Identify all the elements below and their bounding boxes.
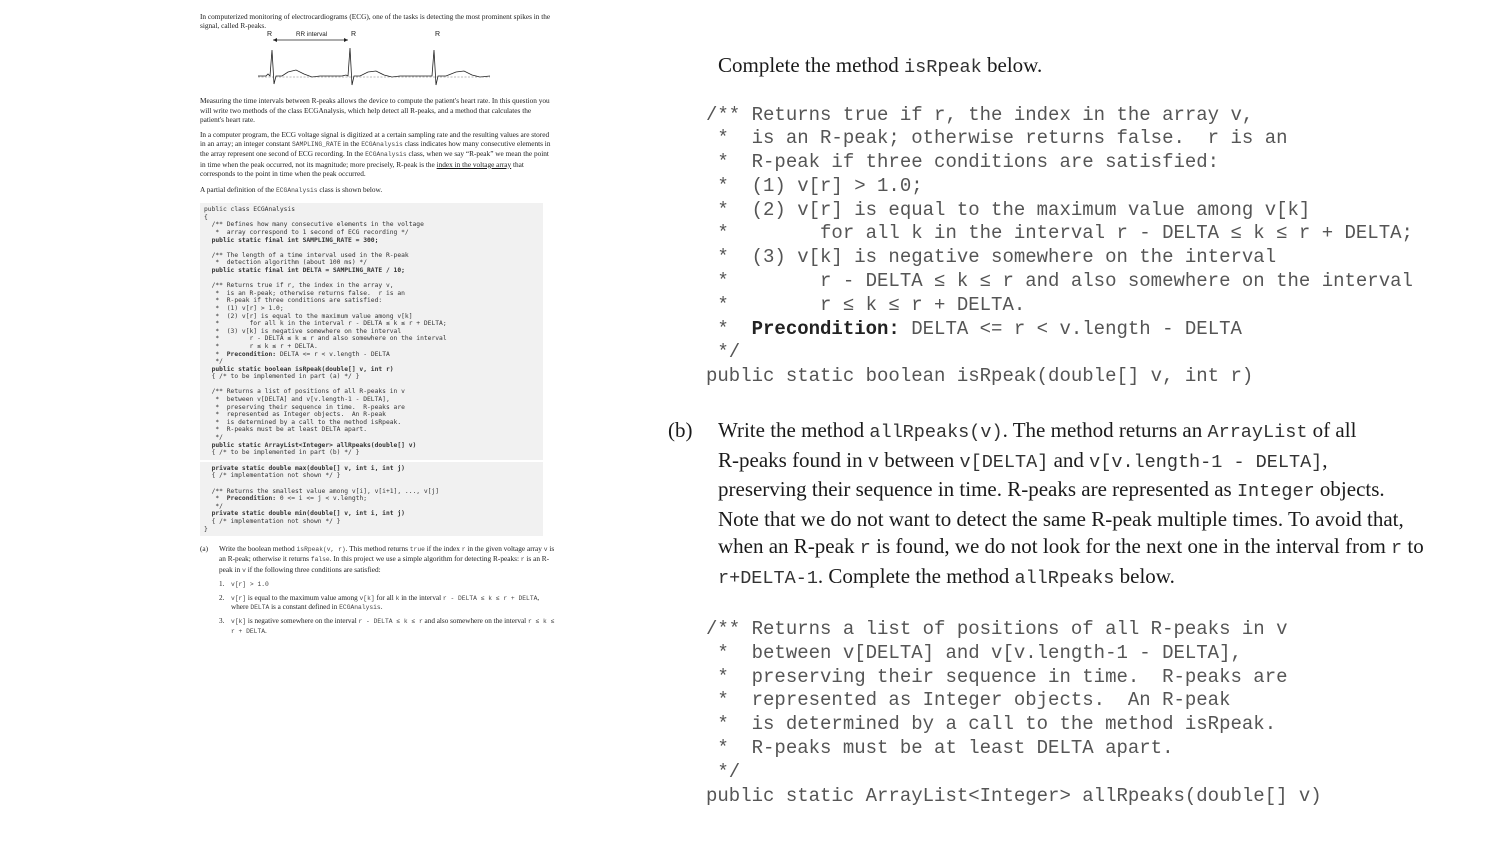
figure-label-r2: R <box>351 31 357 39</box>
left-page <box>200 12 555 856</box>
part-a-label: (a) <box>200 544 209 554</box>
conditions-list <box>219 580 555 637</box>
part-a-heading: Complete the method isRpeak below. <box>718 53 1043 78</box>
rr-arrow-head-left <box>273 38 277 42</box>
part-a-section <box>200 544 555 637</box>
condition-3: 3. v[k] is negative somewhere on the interval r - DELTA ≤ k ≤ r and also somewhere on the interval r ≤ k ≤ r + DELTA. <box>219 617 555 635</box>
part-b-line-3: preserving their sequence in time. R-peaks are represented as Integer objects. <box>718 477 1385 503</box>
paragraph-2: Measuring the time intervals between R-peaks allows the device to compute the patient's heart rate. In this question you will write two methods of the class ECGAnalysis, which help detect all R-peaks, and a method that calculates the patient's heart rate. <box>200 96 550 124</box>
part-b-line-5: when an R-peak r is found, we do not look for the next one in the interval from r to <box>718 534 1424 560</box>
class-definition-code: public class ECGAnalysis { /** Defines how many consecutive elements in the voltage * array correspond to 1 second of ECG recording */ public static final int SAMPLING_RATE = 300; /** The length of a time interval used in the R-peak * detection algorithm (about 100 ms) */ public static final int DELTA = SAMPLING_RATE / 10; /** Returns true if r, the index in the array v, * is an R-peak; otherwise returns false. r is an * R-peak if three conditions are satisfied: * (1) v[r] > 1.0; * (2) v[r] is equal to the maximum value among v[k] * for all k in the interval r - DELTA ≤ k ≤ r + DELTA; * (3) v[k] is negative somewhere on the interval * r - DELTA ≤ k ≤ r and also somewhere on the interval * r ≤ k ≤ r + DELTA. * Precondition: DELTA <= r < v.length - DELTA */ public static boolean isRpeak(double[] v, int r) { /* to be implemented in part (a) */ } /** Returns a list of positions of all R-peaks in v * between v[DELTA] and v[v.length-1 - DELTA], * preserving their sequence in time. R-peaks are * represented as Integer objects. An R-peak * is determined by a call to the method isRpeak. * R-peaks must be at least DELTA apart. */ public static ArrayList<Integer> allRpeaks(double[] v) { /* to be implemented in part (b) */ } <box>200 203 543 460</box>
isRpeak-code-block: /** Returns true if r, the index in the array v, * is an R-peak; otherwise returns false. r is an * R-peak if three conditions are satisfied: * (1) v[r] > 1.0; * (2) v[r] is equal to the maximum value among v[k] * for all k in the interval r - DELTA ≤ k ≤ r + DELTA; * (3) v[k] is negative somewhere on the interval * r - DELTA ≤ k ≤ r and also somewhere on the interval * r ≤ k ≤ r + DELTA. * Precondition: DELTA <= r < v.length - DELTA */ public static boolean isRpeak(double[] v, int r) <box>706 103 1413 388</box>
figure-label-rr-interval: RR interval <box>296 31 328 39</box>
rr-arrow-head-right <box>344 38 348 42</box>
paragraph-3: In a computer program, the ECG voltage signal is digitized at a certain sampling rate and the resulting values are stored in an array; an integer constant SAMPLING_RATE in the ECGAnalysis class indicates how many consecutive elements in the array represent one second of ECG recording. In the ECGAnalysis class, when we say “R-peak” we mean the point in time when the peak occurred, not its magnitude; more precisely, R-peak is the index in the voltage array that corresponds to the point in time when the peak occurred. <box>200 130 551 178</box>
ecg-waveform <box>200 30 555 92</box>
part-b-line-1: Write the method allRpeaks(v). The method returns an ArrayList of all <box>718 418 1357 444</box>
allRpeaks-code-block: /** Returns a list of positions of all R-peaks in v * between v[DELTA] and v[v.length-1 - DELTA], * preserving their sequence in time. R-peaks are * represented as Integer objects. An R-peak * is determined by a call to the method isRpeak. * R-peaks must be at least DELTA apart. */ public static ArrayList<Integer> allRpeaks(double[] v) <box>706 618 1322 807</box>
part-b-line-6: r+DELTA-1. Complete the method allRpeaks below. <box>718 563 1175 589</box>
paragraph-4: A partial definition of the ECGAnalysis class is shown below. <box>200 185 383 195</box>
figure-label-r1: R <box>267 31 273 39</box>
condition-2: 2. v[r] is equal to the maximum value among v[k] for all k in the interval r - DELTA ≤ k ≤ r + DELTA, where DELTA is a constant defined in ECGAnalysis. <box>219 593 540 612</box>
part-b-line-4: Note that we do not want to detect the same R-peak multiple times. To avoid that, <box>718 506 1404 531</box>
part-a-text: Write the boolean method isRpeak(v, r). This method returns true if the index r in the given voltage array v is an R-peak; otherwise it returns false. In this project we use a simple algorithm for detecting R-peaks: r is an R-peak in v if the following three conditions are satisfied: <box>219 544 555 574</box>
intro-paragraph: In computerized monitoring of electrocardiograms (ECG), one of the tasks is detecting the most prominent spikes in the signal, called R-peaks. <box>200 12 551 31</box>
figure-label-r3: R <box>435 31 441 39</box>
voltage-array-index-term: index in the voltage array <box>436 159 512 169</box>
condition-1: 1. v[r] > 1.0 <box>219 579 269 588</box>
right-page <box>660 52 1498 852</box>
helper-methods-code: private static double max(double[] v, int i, int j) { /* implementation not shown */ } /** Returns the smallest value among v[i], v[i+1], ..., v[j] * Precondition: 0 <= i <= j < v.length; */ private static double min(double[] v, int i, int j) { /* implementation not shown */ } } <box>200 462 543 536</box>
part-b-section <box>660 417 1498 592</box>
ecg-figure <box>200 30 555 92</box>
part-b-label: (b) <box>668 418 693 443</box>
part-b-line-2: R-peaks found in v between v[DELTA] and v[v.length-1 - DELTA], <box>718 447 1328 473</box>
ecg-trace <box>258 48 490 85</box>
